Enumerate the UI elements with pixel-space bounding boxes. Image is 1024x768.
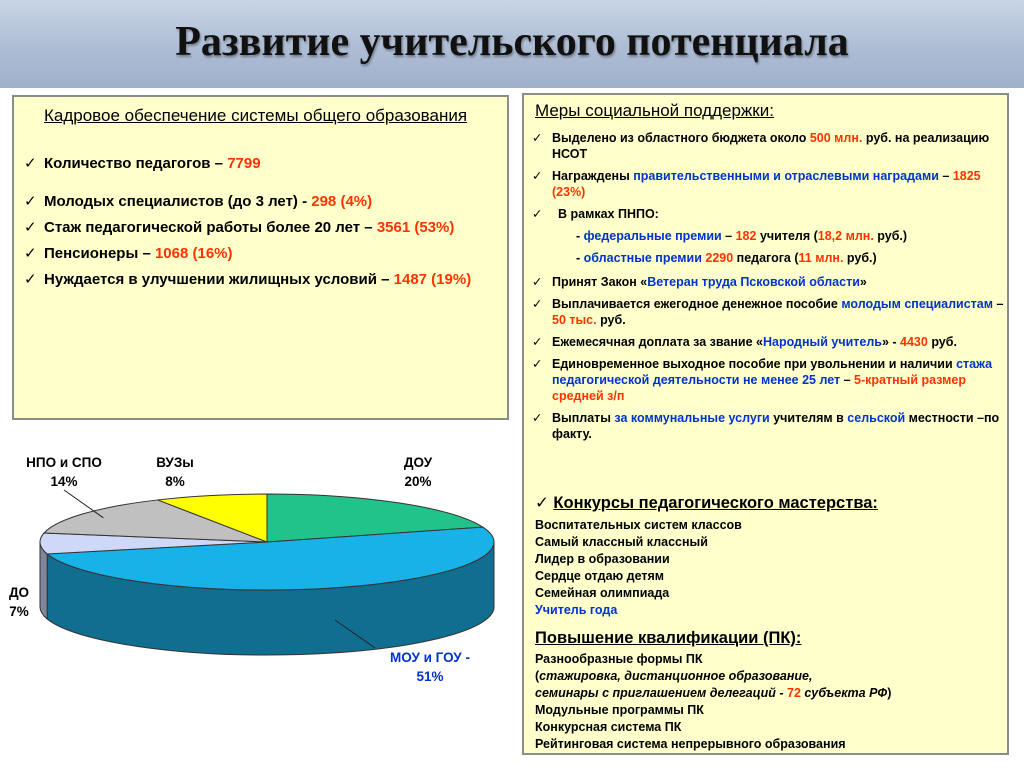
pie-top-slices <box>40 494 494 590</box>
slice-label-npo: НПО и СПО 14% <box>26 455 102 489</box>
checkmark-icon: ✓ <box>24 271 37 288</box>
list-item: ✓ Ежемесячная доплата за звание «Народный учитель» - 4430 руб. <box>532 335 957 349</box>
list-item: ✓ Выплачивается ежегодное денежное пособие молодым специалистам – 50 тыс. руб. <box>532 297 1004 327</box>
list-item: Разнообразные формы ПК <box>535 652 703 666</box>
staffing-panel <box>12 95 509 420</box>
list-item: Лидер в образовании <box>535 552 670 566</box>
checkmark-icon: ✓ <box>532 411 543 425</box>
title-banner <box>0 0 1024 88</box>
list-item: ✓ Количество педагогов – 7799 <box>24 155 261 172</box>
list-item: ✓ В рамках ПНПО: <box>532 207 659 221</box>
list-item: Воспитательных систем классов <box>535 518 742 532</box>
list-item: семинары с приглашением делегаций - 72 субъекта РФ) <box>535 686 892 700</box>
list-item: ✓ Принят Закон «Ветеран труда Псковской области» <box>532 275 867 289</box>
list-item: ✓ Молодых специалистов (до 3 лет) - 298 (4%) <box>24 193 373 210</box>
list-item: Семейная олимпиада <box>535 586 670 600</box>
list-item: ✓ Пенсионеры – 1068 (16%) <box>24 245 233 262</box>
checkmark-icon: ✓ <box>24 245 37 262</box>
qualification-list <box>535 651 1005 753</box>
page-title: Развитие учительского потенциала <box>175 19 849 65</box>
checkmark-icon: ✓ <box>532 357 543 371</box>
list-item: (стажировка, дистанционное образование, <box>535 669 813 683</box>
social-support-list <box>532 130 1004 448</box>
list-item: - областные премии 2290 педагога (11 млн. руб.) <box>576 251 877 265</box>
staffing-list <box>24 154 499 290</box>
staffing-heading: Кадровое обеспечение системы общего образования <box>44 106 468 125</box>
checkmark-icon: ✓ <box>532 207 543 221</box>
list-item: Рейтинговая система непрерывного образования <box>535 737 846 751</box>
contests-list <box>535 517 1005 619</box>
list-item: Модульные программы ПК <box>535 703 704 717</box>
checkmark-icon: ✓ <box>532 335 543 349</box>
list-item: ✓ Единовременное выходное пособие при увольнении и наличии стажа педагогической деятельности не менее 25 лет – 5-кратный размер средней з/п <box>532 357 993 403</box>
list-item: ✓ Выплаты за коммунальные услуги учителям в сельской местности –по факту. <box>532 411 1000 441</box>
slice-label-vuz: ВУЗы 8% <box>156 455 194 489</box>
checkmark-icon: ✓ <box>24 155 37 172</box>
contests-heading: ✓ Конкурсы педагогического мастерства: <box>535 494 878 512</box>
list-item: ✓ Награждены правительственными и отраслевыми наградами – 1825 (23%) <box>532 169 981 199</box>
list-item: - федеральные премии – 182 учителя (18,2 млн. руб.) <box>576 229 908 243</box>
checkmark-icon: ✓ <box>532 275 543 289</box>
checkmark-icon: ✓ <box>24 219 37 236</box>
social-support-heading: Меры социальной поддержки: <box>535 101 774 120</box>
social-support-panel <box>522 93 1009 755</box>
checkmark-icon: ✓ <box>532 169 543 183</box>
list-item: Конкурсная система ПК <box>535 720 682 734</box>
list-item: ✓ Нуждается в улучшении жилищных условий – 1487 (19%) <box>24 271 472 288</box>
list-item: ✓ Выделено из областного бюджета около 500 млн. руб. на реализацию НСОТ <box>532 131 990 161</box>
qualification-heading: Повышение квалификации (ПК): <box>535 629 802 647</box>
list-item: Самый классный классный <box>535 535 708 549</box>
slice-label-dou: ДОУ 20% <box>403 455 433 489</box>
list-item: Сердце отдаю детям <box>535 569 665 583</box>
slice-label-do: ДО 7% <box>8 585 30 619</box>
list-item: ✓ Стаж педагогической работы более 20 лет – 3561 (53%) <box>24 219 455 236</box>
slice-label-mou: МОУ и ГОУ - 51% <box>390 650 470 684</box>
list-item: Учитель года <box>535 603 618 617</box>
checkmark-icon: ✓ <box>24 193 37 210</box>
checkmark-icon: ✓ <box>535 494 554 512</box>
checkmark-icon: ✓ <box>532 131 543 145</box>
checkmark-icon: ✓ <box>532 297 543 311</box>
